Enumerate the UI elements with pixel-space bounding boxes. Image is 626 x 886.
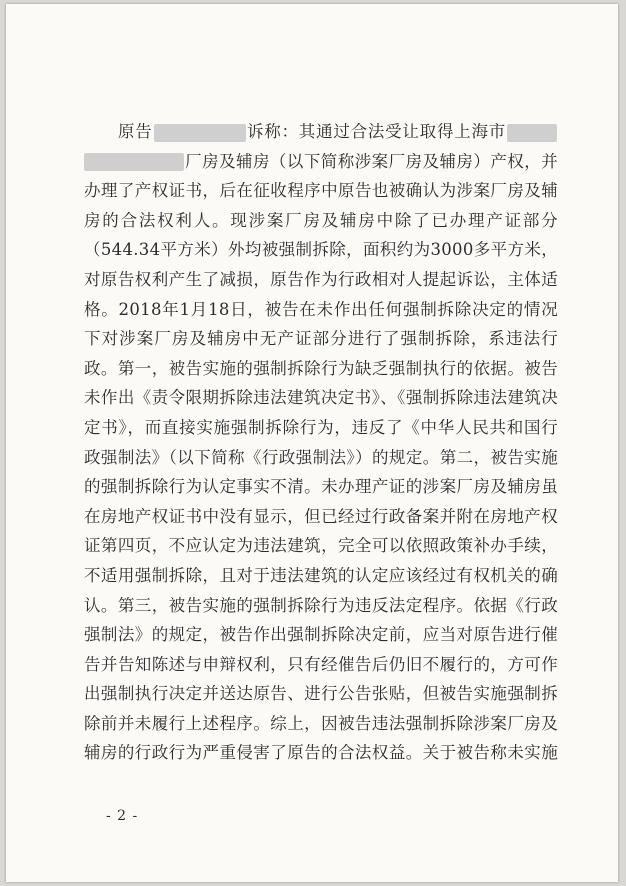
document-page bbox=[6, 4, 618, 882]
text-line: 认。第三，被告实施的强制拆除行为违反法定程序。依据《行政 bbox=[84, 595, 558, 615]
text-line: 对原告权利产生了减损，原告作为行政相对人提起诉讼，主体适 bbox=[84, 269, 558, 289]
text-line: 出强制执行决定并送达原告、进行公告张贴，但被告实施强制拆 bbox=[84, 684, 558, 704]
text-line: 不适用强制拆除，且对于违法建筑的认定应该经过有权机关的确 bbox=[84, 565, 558, 585]
text-line: 在房地产权证书中没有显示，但已经过行政备案并附在房地产权 bbox=[84, 506, 558, 526]
redacted-address bbox=[507, 124, 557, 142]
text-line: （544.34平方米）外均被强制拆除，面积约为3000多平方米， bbox=[84, 240, 558, 260]
text-line: 房的合法权利人。现涉案厂房及辅房中除了已办理产证部分 bbox=[84, 210, 558, 230]
text-line-segment: 厂房及辅房（以下简称涉案厂房及辅房）产权，并 bbox=[185, 151, 558, 171]
body-text bbox=[84, 117, 558, 768]
text-line: 办理了产权证书，后在征收程序中原告也被确认为涉案厂房及辅 bbox=[84, 181, 558, 201]
text-line-segment: 诉称：其通过合法受让取得上海市 bbox=[246, 122, 507, 141]
text-line-segment: 原告 bbox=[118, 122, 153, 141]
text-line: 定书》，而直接实施强制拆除行为，违反了《中华人民共和国行 bbox=[84, 417, 558, 437]
text-line: 强制法》的规定，被告作出强制拆除决定前，应当对原告进行催 bbox=[84, 625, 558, 645]
text-line: 证第四页，不应认定为违法建筑，完全可以依照政策补办手续， bbox=[84, 536, 558, 556]
text-line bbox=[84, 117, 558, 147]
text-line bbox=[84, 147, 558, 177]
text-line: 辅房的行政行为严重侵害了原告的合法权益。关于被告称未实施 bbox=[84, 743, 558, 763]
page-number: - 2 - bbox=[106, 808, 139, 824]
text-line: 的强制拆除行为认定事实不清。未办理产证的涉案厂房及辅房虽 bbox=[84, 477, 558, 497]
text-line: 下对涉案厂房及辅房中无产证部分进行了强制拆除，系违法行 bbox=[84, 329, 558, 349]
text-line: 除前并未履行上述程序。综上，因被告违法强制拆除涉案厂房及 bbox=[84, 713, 558, 733]
text-line: 告并告知陈述与申辩权利，只有经催告后仍旧不履行的，方可作 bbox=[84, 654, 558, 674]
text-line: 政。第一，被告实施的强制拆除行为缺乏强制执行的依据。被告 bbox=[84, 358, 558, 378]
redacted-address bbox=[84, 153, 184, 171]
redacted-name bbox=[154, 124, 246, 142]
text-line: 未作出《责令限期拆除违法建筑决定书》、《强制拆除违法建筑决 bbox=[84, 388, 558, 408]
text-line: 格。2018年1月18日，被告在未作出任何强制拆除决定的情况 bbox=[84, 299, 558, 319]
text-line: 政强制法》（以下简称《行政强制法》）的规定。第二，被告实施 bbox=[84, 447, 558, 467]
